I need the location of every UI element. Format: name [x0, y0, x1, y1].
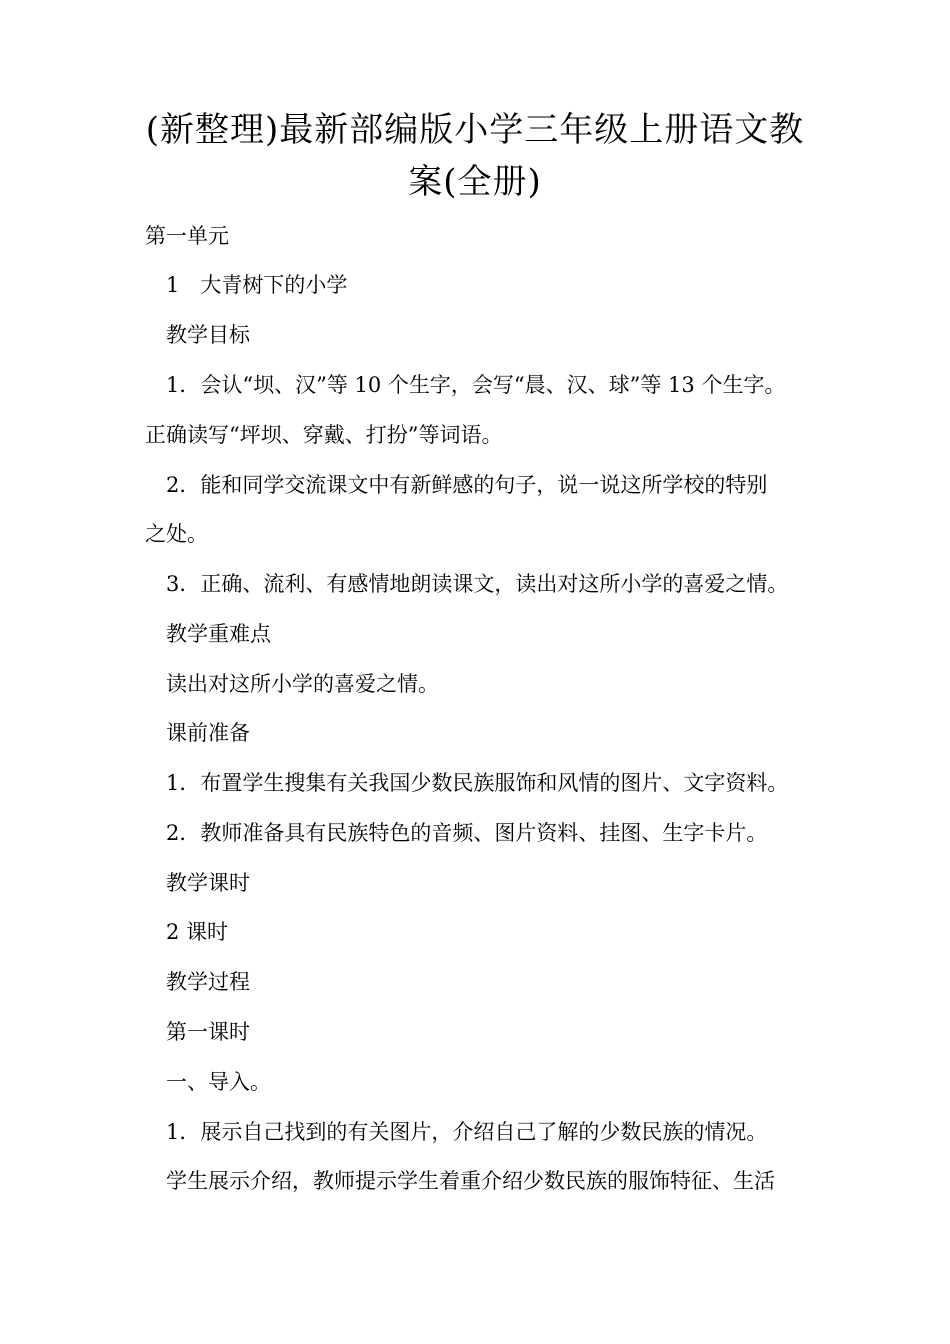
paragraph-line: 1．展示自己找到的有关图片，介绍自己了解的少数民族的情况。 [166, 1120, 768, 1144]
paragraph-line: 3．正确、流利、有感情地朗读课文，读出对这所小学的喜爱之情。 [166, 572, 789, 596]
title-line-2: 案(全册) [408, 162, 542, 202]
paragraph-line: 学生展示介绍，教师提示学生着重介绍少数民族的服饰特征、生活 [166, 1169, 775, 1193]
section-heading: 课前准备 [166, 721, 250, 745]
section-heading: 教学过程 [166, 970, 250, 994]
section-heading: 教学重难点 [166, 622, 271, 646]
section-heading: 第一课时 [166, 1020, 250, 1044]
paragraph-line: 读出对这所小学的喜爱之情。 [166, 672, 439, 696]
paragraph-line: 一、导入。 [166, 1070, 271, 1094]
paragraph-line: 之处。 [145, 522, 208, 546]
document-title [120, 104, 830, 208]
paragraph-line: 2．能和同学交流课文中有新鲜感的句子，说一说这所学校的特别 [166, 473, 768, 497]
paragraph-line: 2．教师准备具有民族特色的音频、图片资料、挂图、生字卡片。 [166, 821, 768, 845]
unit-heading: 第一单元 [145, 224, 229, 248]
paragraph-line: 1．布置学生搜集有关我国少数民族服饰和风情的图片、文字资料。 [166, 771, 789, 795]
title-line-1: (新整理)最新部编版小学三年级上册语文教 [145, 110, 805, 150]
section-heading: 教学目标 [166, 323, 250, 347]
section-heading: 教学课时 [166, 871, 250, 895]
lesson-title: 1 大青树下的小学 [166, 273, 348, 297]
paragraph-line: 2 课时 [166, 920, 229, 944]
paragraph-line: 正确读写“坪坝、穿戴、打扮”等词语。 [145, 423, 503, 447]
paragraph-line: 1．会认“坝、汉”等 10 个生字，会写“晨、汉、球”等 13 个生字。 [166, 373, 786, 397]
